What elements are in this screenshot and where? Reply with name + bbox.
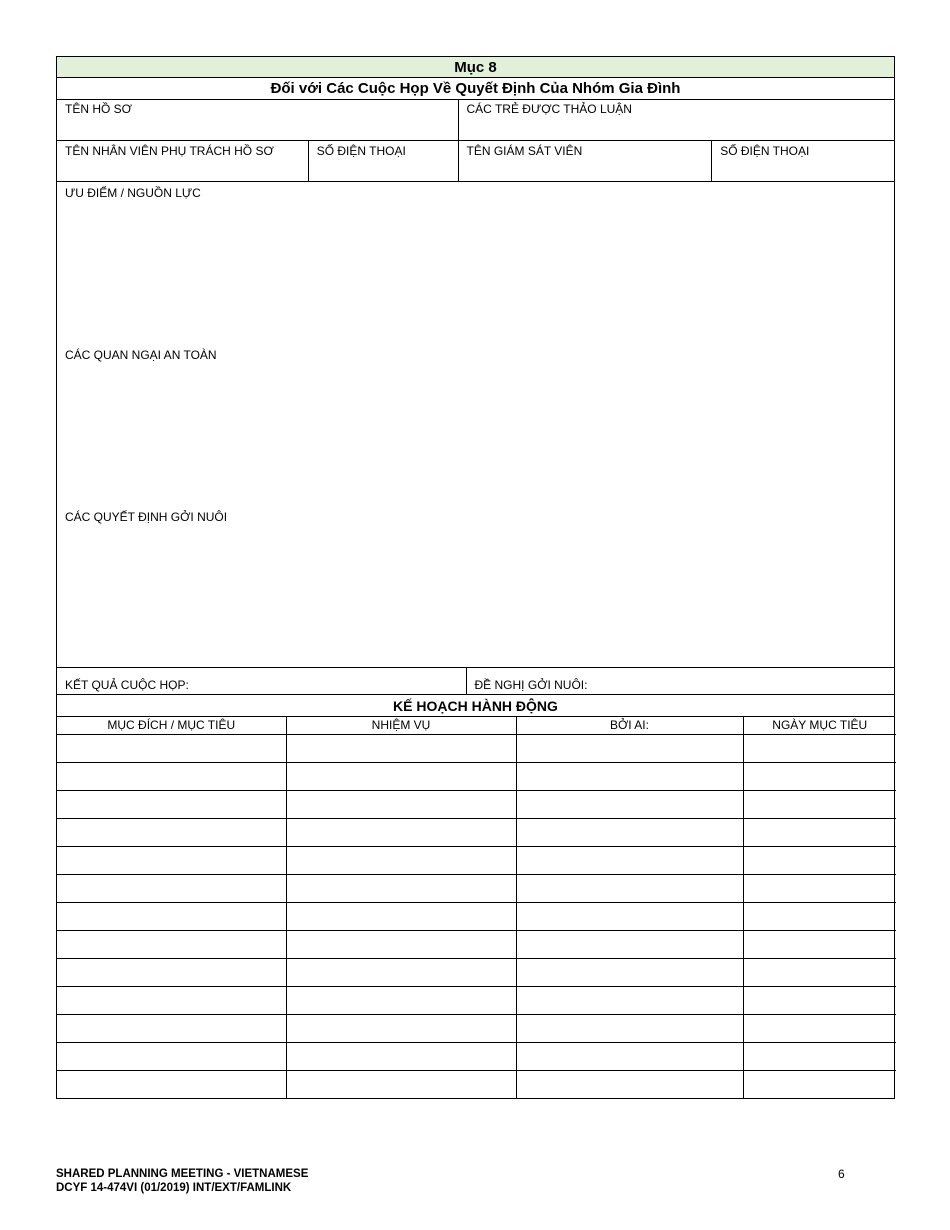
- table-row: [57, 902, 896, 930]
- footer-form-number: DCYF 14-474VI (01/2019) INT/EXT/FAMLINK: [56, 1182, 292, 1194]
- goal-cell[interactable]: [57, 902, 286, 930]
- column-header-goal: MỤC ĐÍCH / MỤC TIÊU: [57, 717, 286, 734]
- meeting-result-field[interactable]: [57, 668, 467, 694]
- action-plan-table: [57, 717, 896, 1098]
- goal-cell[interactable]: [57, 818, 286, 846]
- table-row: [57, 1014, 896, 1042]
- by-whom-cell[interactable]: [516, 902, 743, 930]
- form-section-8: [56, 56, 895, 1099]
- table-row: [57, 986, 896, 1014]
- table-row: [57, 790, 896, 818]
- form-subtitle: Đối với Các Cuộc Họp Về Quyết Định Của Nhóm Gia Đình: [57, 78, 894, 100]
- task-cell[interactable]: [286, 762, 516, 790]
- by-whom-cell[interactable]: [516, 734, 743, 762]
- table-row: [57, 734, 896, 762]
- strengths-label: ƯU ĐIỂM / NGUỒN LỰC: [65, 186, 201, 200]
- target-date-cell[interactable]: [743, 1014, 896, 1042]
- action-plan-title: KẾ HOẠCH HÀNH ĐỘNG: [57, 695, 894, 717]
- goal-cell[interactable]: [57, 1070, 286, 1098]
- placement-recommendation-label: ĐỀ NGHỊ GỞI NUÔI:: [474, 678, 588, 692]
- task-cell[interactable]: [286, 818, 516, 846]
- by-whom-cell[interactable]: [516, 874, 743, 902]
- task-cell[interactable]: [286, 1070, 516, 1098]
- notes-area[interactable]: [57, 182, 894, 668]
- column-header-target-date: NGÀY MỤC TIÊU: [743, 717, 896, 734]
- section-title: Mục 8: [57, 57, 894, 78]
- task-cell[interactable]: [286, 986, 516, 1014]
- goal-cell[interactable]: [57, 930, 286, 958]
- by-whom-cell[interactable]: [516, 1014, 743, 1042]
- children-discussed-field[interactable]: [459, 100, 894, 140]
- supervisor-name-field[interactable]: [459, 141, 713, 181]
- target-date-cell[interactable]: [743, 874, 896, 902]
- task-cell[interactable]: [286, 1042, 516, 1070]
- task-cell[interactable]: [286, 734, 516, 762]
- staff-info-row: [57, 141, 894, 182]
- supervisor-name-label: TÊN GIÁM SÁT VIÊN: [466, 144, 583, 158]
- case-name-label: TÊN HỒ SƠ: [65, 102, 132, 116]
- children-discussed-label: CÁC TRẺ ĐƯỢC THẢO LUẬN: [466, 102, 632, 116]
- target-date-cell[interactable]: [743, 818, 896, 846]
- footer: [56, 1167, 308, 1195]
- by-whom-cell[interactable]: [516, 958, 743, 986]
- footer-form-title: SHARED PLANNING MEETING - VIETNAMESE: [56, 1168, 309, 1180]
- target-date-cell[interactable]: [743, 930, 896, 958]
- table-row: [57, 958, 896, 986]
- goal-cell[interactable]: [57, 1014, 286, 1042]
- task-cell[interactable]: [286, 790, 516, 818]
- meeting-result-label: KẾT QUẢ CUỘC HỌP:: [65, 678, 189, 692]
- table-row: [57, 846, 896, 874]
- caseworker-phone-label: SỐ ĐIỆN THOẠI: [316, 144, 406, 158]
- page-number: 6: [838, 1167, 845, 1181]
- placement-recommendation-field[interactable]: [467, 668, 894, 694]
- goal-cell[interactable]: [57, 734, 286, 762]
- action-plan-body: [57, 734, 896, 1098]
- column-header-by-whom: BỞI AI:: [516, 717, 743, 734]
- task-cell[interactable]: [286, 902, 516, 930]
- caseworker-name-label: TÊN NHÂN VIÊN PHỤ TRÁCH HỒ SƠ: [65, 144, 274, 158]
- target-date-cell[interactable]: [743, 790, 896, 818]
- caseworker-name-field[interactable]: [57, 141, 309, 181]
- goal-cell[interactable]: [57, 762, 286, 790]
- task-cell[interactable]: [286, 958, 516, 986]
- goal-cell[interactable]: [57, 874, 286, 902]
- placement-decisions-label: CÁC QUYẾT ĐỊNH GỞI NUÔI: [65, 510, 228, 524]
- by-whom-cell[interactable]: [516, 818, 743, 846]
- case-info-row: [57, 100, 894, 141]
- safety-concerns-label: CÁC QUAN NGẠI AN TOÀN: [65, 348, 217, 362]
- result-row: [57, 668, 894, 695]
- by-whom-cell[interactable]: [516, 790, 743, 818]
- column-header-task: NHIỆM VỤ: [286, 717, 516, 734]
- by-whom-cell[interactable]: [516, 930, 743, 958]
- supervisor-phone-field[interactable]: [712, 141, 894, 181]
- table-row: [57, 818, 896, 846]
- by-whom-cell[interactable]: [516, 986, 743, 1014]
- by-whom-cell[interactable]: [516, 1070, 743, 1098]
- task-cell[interactable]: [286, 846, 516, 874]
- table-row: [57, 762, 896, 790]
- goal-cell[interactable]: [57, 1042, 286, 1070]
- by-whom-cell[interactable]: [516, 846, 743, 874]
- target-date-cell[interactable]: [743, 762, 896, 790]
- table-row: [57, 1070, 896, 1098]
- table-row: [57, 1042, 896, 1070]
- target-date-cell[interactable]: [743, 1070, 896, 1098]
- task-cell[interactable]: [286, 874, 516, 902]
- table-row: [57, 930, 896, 958]
- supervisor-phone-label: SỐ ĐIỆN THOẠI: [720, 144, 810, 158]
- case-name-field[interactable]: [57, 100, 459, 140]
- goal-cell[interactable]: [57, 790, 286, 818]
- target-date-cell[interactable]: [743, 846, 896, 874]
- target-date-cell[interactable]: [743, 958, 896, 986]
- goal-cell[interactable]: [57, 986, 286, 1014]
- target-date-cell[interactable]: [743, 986, 896, 1014]
- goal-cell[interactable]: [57, 958, 286, 986]
- table-header-row: [57, 717, 896, 734]
- goal-cell[interactable]: [57, 846, 286, 874]
- task-cell[interactable]: [286, 930, 516, 958]
- by-whom-cell[interactable]: [516, 1042, 743, 1070]
- target-date-cell[interactable]: [743, 902, 896, 930]
- by-whom-cell[interactable]: [516, 762, 743, 790]
- table-row: [57, 874, 896, 902]
- caseworker-phone-field[interactable]: [309, 141, 459, 181]
- task-cell[interactable]: [286, 1014, 516, 1042]
- target-date-cell[interactable]: [743, 1042, 896, 1070]
- target-date-cell[interactable]: [743, 734, 896, 762]
